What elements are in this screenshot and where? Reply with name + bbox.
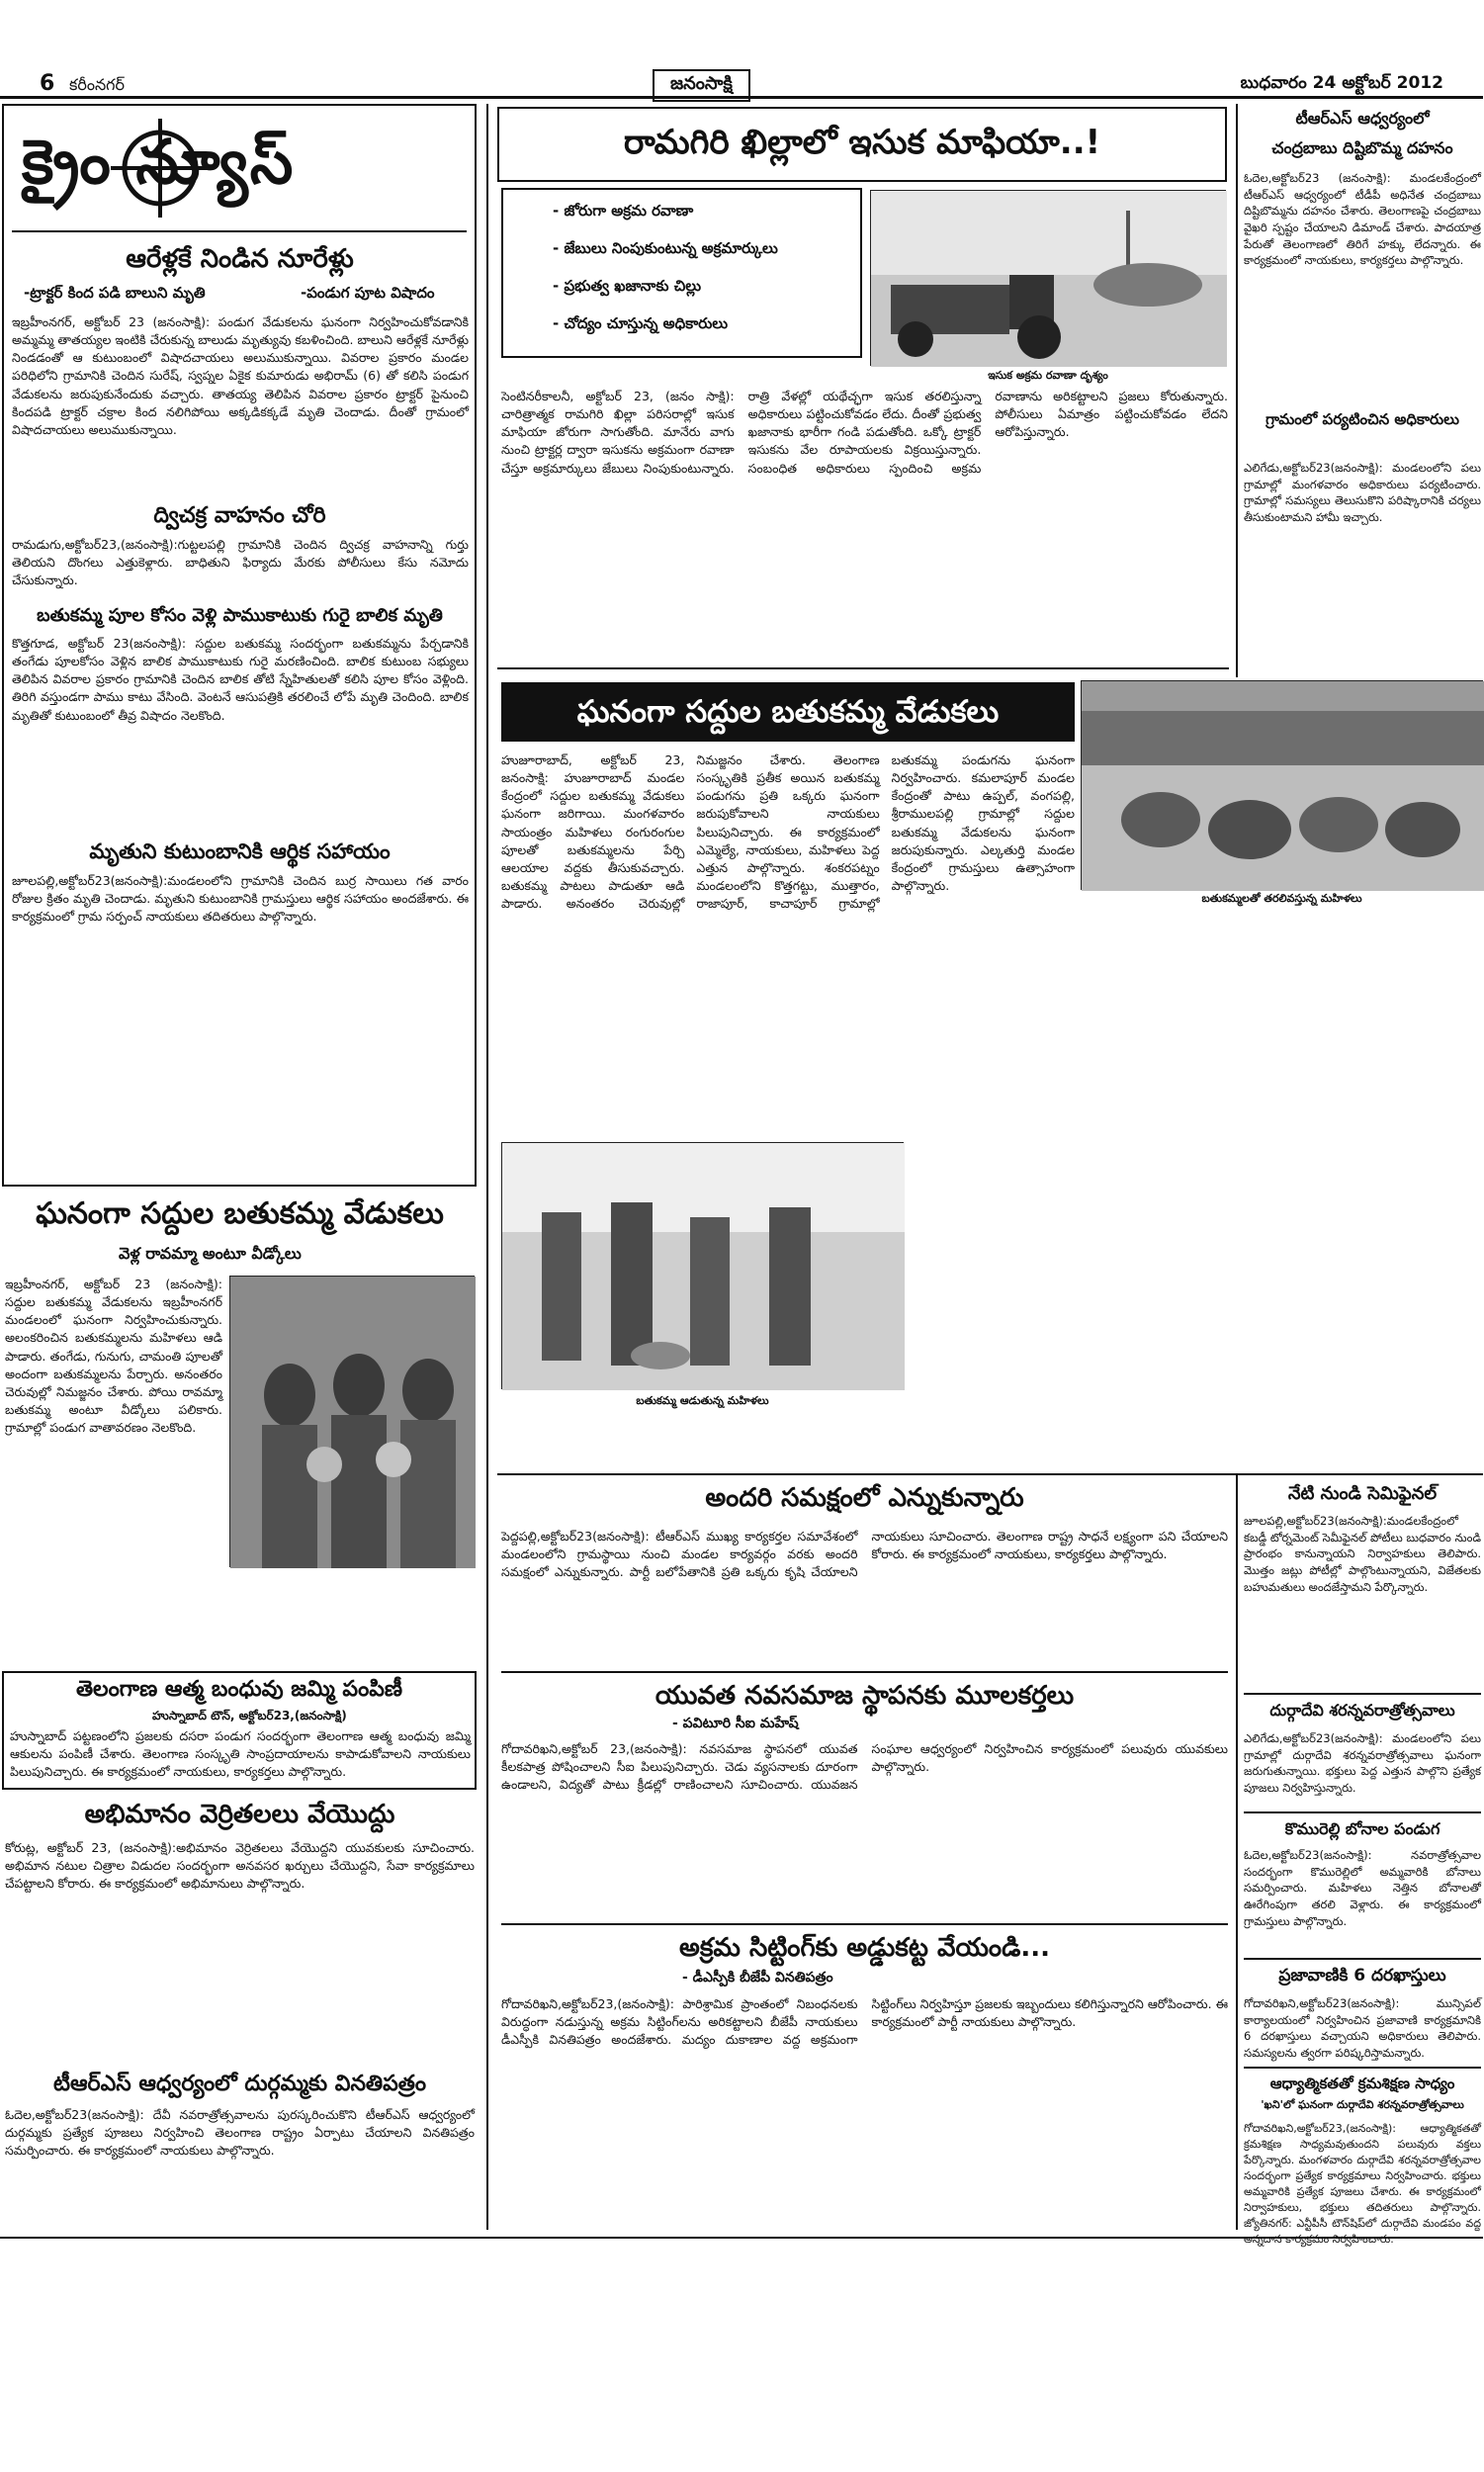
bullet-4: - చోద్యం చూస్తున్న అధికారులు <box>553 314 729 332</box>
kicker-trs: టీఆర్‌ఎస్‌ ఆధ్వర్యంలో <box>1295 109 1430 128</box>
column-divider-1 <box>486 104 488 2230</box>
sub-illegal-sitting: - డీఎస్పీకి బీజేపీ వినతిపత్రం <box>682 1970 833 1986</box>
headline-abhimanam: అభిమానం వెర్రితలలు వేయొద్దు <box>84 1800 395 1829</box>
page-date: బుధవారం 24 అక్టోబర్ 2012 <box>1240 73 1443 93</box>
headline-bike-theft: ద్విచక్ర వాహనం చోరి <box>153 503 326 528</box>
caption-sand: ఇసుక అక్రమ రవాణా దృశ్యం <box>988 369 1108 382</box>
rule-1 <box>497 667 1229 669</box>
sub-bathukamma-1: వెళ్ల రావమ్మా అంటూ వీడ్కోలు <box>119 1244 302 1263</box>
headline-snakebite: బతుకమ్మ పూల కోసం వెళ్లి పాముకాటుకు గురై బాలిక మృతి <box>37 605 443 626</box>
body-officials-visit: ఎలిగేడు,అక్టోబర్‌23(జనంసాక్షి): మండలంలోని పలు గ్రామాల్లో మంగళవారం అధికారులు పర్యటించారు. గ్రామాల్లో సమస్యలు తెలుసుకొని పరిష్కారానికి చర్యలు తీసుకుంటామని హామీ ఇచ్చారు. <box>1244 461 1481 525</box>
headline-bathukamma-2: ఘనంగా సద్దుల బతుకమ్మ వేడుకలు <box>501 682 1075 742</box>
body-bathukamma-2: హుజూరాబాద్‌, అక్టోబర్‌ 23, జనంసాక్షి: హుజూరాబాద్‌ మండల కేంద్రంలో సద్దుల బతుకమ్మ వేడుకలు ఘనంగా జరిగాయి. మంగళవారం సాయంత్రం మహిళలు రంగురంగుల పూలతో బతుకమ్మలను పేర్చి ఆలయాల వద్దకు తీసుకువచ్చారు. బతుకమ్మ పాటలు పాడుతూ ఆడి పాడారు. అనంతరం చెరువుల్లో నిమజ్జనం చేశారు. తెలంగాణ సంస్కృతికి ప్రతీక అయిన బతుకమ్మ పండుగను ప్రతి ఒక్కరు ఘనంగా జరుపుకోవాలని నాయకులు పిలుపునిచ్చారు. ఈ కార్యక్రమంలో ఎమ్మెల్యే, నాయకులు, మహిళలు పెద్ద ఎత్తున పాల్గొన్నారు. శంకరపట్నం మండలంలోని కొత్తగట్టు, ముత్తారం, రాజాపూర్‌, కాచాపూర్‌ గ్రామాల్లో బతుకమ్మ పండుగను ఘనంగా నిర్వహించారు. కమలాపూర్‌ మండల కేంద్రంతో పాటు ఉప్పల్‌, వంగపల్లి, శ్రీరాములపల్లి గ్రామాల్లో సద్దుల బతుకమ్మ వేడుకలను ఘనంగా జరుపుకున్నారు. ఎల్కతుర్తి మండల కేంద్రంలో గ్రామస్తులు ఉత్సాహంగా పాల్గొన్నారు. <box>501 752 1075 911</box>
headline-spirituality: ఆధ్యాత్మికతతో క్రమశిక్షణ సాధ్యం <box>1244 2067 1481 2092</box>
bullet-2: - జేబులు నింపుకుంటున్న అక్రమార్కులు <box>553 239 778 257</box>
headline-aarellake: ఆరేళ్లకే నిండిన నూరేళ్లు <box>126 244 354 274</box>
bullet-3: - ప్రభుత్వ ఖజానాకు చిల్లు <box>553 277 702 295</box>
page-header <box>0 0 1483 99</box>
body-bonalu: ఓదెల,అక్టోబర్‌23(జనంసాక్షి): నవరాత్రోత్సవాల సందర్భంగా కొమురెల్లిలో అమ్మవారికి బోనాలు సమర్పించారు. మహిళలు నెత్తిన బోనాలతో ఊరేగింపుగా తరలి వెళ్లారు. ఈ కార్యక్రమంలో గ్రామస్తులు పాల్గొన్నారు. <box>1244 1848 1481 1928</box>
headline-effigy: చంద్రబాబు దిష్టిబొమ్మ దహనం <box>1271 138 1453 157</box>
headline-durgamma-memo: టీఆర్‌ఎస్‌ ఆధ్వర్యంలో దుర్గమ్మకు వినతిపత్రం <box>52 2072 427 2096</box>
headline-box-sand <box>497 107 1227 182</box>
headline-semifinal: నేటి నుండి సెమిఫైనల్‌ <box>1287 1483 1438 1504</box>
sub-youth: - పవిటూరి సీఐ మహేష్‌ <box>672 1716 799 1731</box>
body-abhimanam: కోరుట్ల, అక్టోబర్‌ 23, (జనంసాక్షి):అభిమానం వెర్రితలలు వేయొద్దని యువకులకు సూచించారు. అభిమాన నటుల చిత్రాల విడుదల సందర్భంగా అనవసర ఖర్చులు చేయొద్దని, సేవా కార్యక్రమాలు చేపట్టాలని కోరారు. ఈ కార్యక్రమంలో అభిమానులు పాల్గొన్నారు. <box>5 1840 475 1892</box>
column-divider-2 <box>1236 104 1238 677</box>
body-aarellake: ఇబ్రహీంనగర్‌, అక్టోబర్‌ 23 (జనంసాక్షి): పండుగ వేడుకలను ఘనంగా నిర్వహించుకోవడానికి అమ్మమ్మ తాతయ్యల ఇంటికి చేరుకున్న బాలుడు మృత్యువు కబళించింది. బాలుని ఆరేళ్లకే నూరేళ్లు నిండడంతో ఆ కుటుంబంలో విషాదచాయలు అలుముకున్నాయి. వివరాల ప్రకారం మండల పరిధిలోని గ్రామానికి చెందిన సురేష్‌, స్వప్నల ఏకైక కుమారుడు అభిరామ్‌ (6) తో కలిసి పండుగ వేడుకలను జరుపుకునేందుకు వచ్చారు. తాతయ్య తెలిపిన వివరాల ప్రకారం ట్రాక్టర్‌ పైనుంచి కిందపడి ట్రాక్టర్‌ చక్రాల కింద నలిగిపోయి అక్కడికక్కడే మృతి చెందాడు. దీంతో గ్రామంలో విషాదచాయలు అలుముకున్నాయి. <box>12 314 469 437</box>
logo-text: క్రైం న్యూస్ <box>22 126 296 198</box>
headline-bonalu: కొమురెల్లి బోనాల పండుగ <box>1244 1811 1481 1838</box>
photo-sand-tractor <box>870 190 1226 366</box>
crime-news-logo <box>12 114 467 232</box>
headline-elected: అందరి సమక్షంలో ఎన్నుకున్నారు <box>705 1483 1024 1513</box>
sub-festival: -పండుగ పూట విషాదం <box>301 284 435 302</box>
rule-2 <box>497 1473 1483 1475</box>
newspaper-name: జనంసాక్షి <box>653 69 750 102</box>
jammi-box <box>2 1671 477 1790</box>
body-illegal-sitting: గోదావరిఖని,అక్టోబర్‌23,(జనంసాక్షి): పారిశ్రామిక ప్రాంతంలో నిబంధనలకు విరుద్ధంగా నడుస్తున్న అక్రమ సిట్టింగ్‌లను అరికట్టాలని బీజేపీ నాయకులు డీఎస్పీకి వినతిపత్రం అందజేశారు. మద్యం దుకాణాల వద్ద అక్రమంగా సిట్టింగ్‌లు నిర్వహిస్తూ ప్రజలకు ఇబ్బందులు కలిగిస్తున్నారని ఆరోపించారు. ఈ కార్యక్రమంలో పార్టీ నాయకులు పాల్గొన్నారు. <box>501 1996 1228 2048</box>
body-financial-aid: జూలపల్లి,అక్టోబర్‌23(జనంసాక్షి):మండలంలోని గ్రామానికి చెందిన బుర్ర సాయిలు గత వారం రోజుల క్రితం మృతి చెందాడు. మృతుని కుటుంబానికి గ్రామస్తులు ఆర్థిక సహాయం అందజేశారు. ఈ కార్యక్రమంలో గ్రామ సర్పంచ్‌ నాయకులు తదితరులు పాల్గొన్నారు. <box>12 873 469 925</box>
headline-sand-mafia: రామగిరి ఖిల్లాలో ఇసుక మాఫియా..! <box>623 123 1101 162</box>
body-bike-theft: రామడుగు,అక్టోబర్‌23,(జనంసాక్షి):గుట్టలపల్లి గ్రామానికి చెందిన ద్విచక్ర వాహనాన్ని గుర్తు తెలియని దొంగలు ఎత్తుకెళ్లారు. బాధితుని ఫిర్యాదు మేరకు పోలీసులు కేసు నమోదు చేసుకున్నారు. <box>12 537 469 588</box>
sub-tractor: -ట్రాక్టర్‌ కింద పడి బాలుని మృతి <box>24 284 206 302</box>
body-elected: పెద్దపల్లి,అక్టోబర్‌23(జనంసాక్షి): టీఆర్‌ఎస్‌ ముఖ్య కార్యకర్తల సమావేశంలో మండలంలోని గ్రామస్థాయి నుంచి మండల కార్యవర్గం వరకు అందరి సమక్షంలో ఎన్నుకున్నారు. పార్టీ బలోపేతానికి ప్రతి ఒక్కరు కృషి చేయాలని నాయకులు సూచించారు. తెలంగాణ రాష్ట్ర సాధనే లక్ష్యంగా పని చేయాలని కోరారు. ఈ కార్యక్రమంలో నాయకులు, కార్యకర్తలు పాల్గొన్నారు. <box>501 1529 1228 1580</box>
body-sand-mafia: సెంటినరీకాలనీ, అక్టోబర్‌ 23, (జనం సాక్షి): చారిత్రాత్మక రామగిరి ఖిల్లా పరిసరాల్లో ఇసుక మాఫియా జోరుగా సాగుతోంది. మానేరు వాగు నుంచి ట్రాక్టర్ల ద్వారా ఇసుకను అక్రమంగా రవాణా చేస్తూ అక్రమార్కులు జేబులు నింపుకుంటున్నారు. రాత్రి వేళల్లో యథేచ్ఛగా ఇసుక తరలిస్తున్నా అధికారులు పట్టించుకోవడం లేదు. దీంతో ప్రభుత్వ ఖజానాకు భారీగా గండి పడుతోంది. ఒక్కో ట్రాక్టర్‌ ఇసుకను వేల రూపాయలకు విక్రయిస్తున్నారు. సంబంధిత అధికారులు స్పందించి అక్రమ రవాణాను అరికట్టాలని ప్రజలు కోరుతున్నారు. పోలీసులు ఏమాత్రం పట్టించుకోవడం లేదని ఆరోపిస్తున్నారు. <box>501 389 1228 476</box>
body-snakebite: కొత్తగూడ, అక్టోబర్‌ 23(జనంసాక్షి): సద్దుల బతుకమ్మ సందర్భంగా బతుకమ్మను పేర్చడానికి తంగేడు పూలకోసం వెళ్లిన బాలిక పాముకాటుకు గురై మరణించింది. బాలిక కుటుంబ సభ్యులు తెలిపిన వివరాల ప్రకారం గ్రామానికి చెందిన బాలిక తోటి స్నేహితులతో కలిసి పూల కోసం వెళ్లింది. తిరిగి వస్తుండగా పాము కాటు వేసింది. వెంటనే ఆసుపత్రికి తరలించే లోపే మృతి చెందింది. బాలిక మృతితో కుటుంబంలో తీవ్ర విషాదం నెలకొంది. <box>12 636 469 723</box>
jammi-dateline: హుస్నాబాద్‌ టౌన్‌, అక్టోబర్‌23,(జనంసాక్షి) <box>152 1709 347 1722</box>
headline-jammi: తెలంగాణ ఆత్మ బంధువు జమ్మి పంపిణీ <box>75 1677 403 1702</box>
headline-prajavani: ప్రజావాణికి 6 దరఖాస్తులు <box>1244 1958 1481 1986</box>
body-prajavani: గోదావరిఖని,అక్టోబర్‌23(జనంసాక్షి): మున్సిపల్‌ కార్యాలయంలో నిర్వహించిన ప్రజావాణి కార్యక్రమానికి 6 దరఖాస్తులు వచ్చాయని అధికారులు తెలిపారు. సమస్యలను త్వరగా పరిష్కరిస్తామన్నారు. <box>1244 1996 1481 2061</box>
body-durgamma-memo: ఓదెల,అక్టోబర్‌23(జనంసాక్షి): దేవీ నవరాత్రోత్సవాలను పురస్కరించుకొని టీఆర్‌ఎస్‌ ఆధ్వర్యంలో దుర్గమ్మకు ప్రత్యేక పూజలు నిర్వహించి తెలంగాణ రాష్ట్రం ఏర్పాటు చేయాలని వినతిపత్రం సమర్పించారు. ఈ కార్యక్రమంలో నాయకులు పాల్గొన్నారు. <box>5 2107 475 2159</box>
photo-bathukamma-dance <box>501 1142 904 1389</box>
headline-navaratri: దుర్గాదేవి శరన్నవరాత్రోత్సవాలు <box>1244 1693 1481 1720</box>
sub-spirituality: 'ఖని'లో ఘనంగా దుర్గాదేవి శరన్నవరాత్రోత్సవాలు <box>1261 2098 1464 2111</box>
headline-officials-visit: గ్రామంలో పర్యటించిన అధికారులు <box>1266 410 1459 428</box>
photo-bathukamma-women <box>229 1276 475 1567</box>
bullet-1: - జోరుగా అక్రమ రవాణా <box>553 202 694 220</box>
body-youth: గోదావరిఖని,అక్టోబర్‌ 23,(జనంసాక్షి): నవసమాజ స్థాపనలో యువత కీలకపాత్ర పోషించాలని సీఐ పిలుపునిచ్చారు. చెడు వ్యసనాలకు దూరంగా ఉండాలని, విద్యతో పాటు క్రీడల్లో రాణించాలని సూచించారు. యువజన సంఘాల ఆధ్వర్యంలో నిర్వహించిన కార్యక్రమంలో పలువురు యువకులు పాల్గొన్నారు. <box>501 1741 1228 1793</box>
caption-bathukamma-dance: బతుకమ్మ ఆడుతున్న మహిళలు <box>636 1394 769 1407</box>
body-spirituality: గోదావరిఖని,అక్టోబర్‌23,(జనంసాక్షి): ఆధ్యాత్మికతతో క్రమశిక్షణ సాధ్యమవుతుందని పలువురు వక్తలు పేర్కొన్నారు. మంగళవారం దుర్గాదేవి శరన్నవరాత్రోత్సవాల సందర్భంగా ప్రత్యేక కార్యక్రమాలు నిర్వహించారు. భక్తులు అమ్మవారికి ప్రత్యేక పూజలు చేశారు. ఈ కార్యక్రమంలో నిర్వాహకులు, భక్తులు తదితరులు పాల్గొన్నారు. జ్యోతినగర్‌: ఎన్టీపీసీ టౌన్‌షిప్‌లో దుర్గాదేవి మండపం వద్ద అన్నదాన కార్యక్రమం నిర్వహించారు. <box>1244 2122 1481 2246</box>
crime-news-box <box>2 104 477 1187</box>
body-bathukamma-1: ఇబ్రహీంనగర్‌, అక్టోబర్‌ 23 (జనంసాక్షి): సద్దుల బతుకమ్మ వేడుకలను ఇబ్రహీంనగర్‌ మండలంలో ఘనంగా నిర్వహించుకున్నారు. అలంకరించిన బతుకమ్మలను మహిళలు ఆడి పాడారు. తంగేడు, గునుగు, చామంతి పూలతో అందంగా బతుకమ్మలను పేర్చారు. అనంతరం చెరువుల్లో నిమజ్జనం చేశారు. పోయి రావమ్మా బతుకమ్మ అంటూ వీడ్కోలు పలికారు. గ్రామాల్లో పండుగ వాతావరణం నెలకొంది. <box>5 1277 222 1435</box>
photo-bathukamma-gathering <box>1081 680 1483 890</box>
headline-bathukamma-1: ఘనంగా సద్దుల బతుకమ్మ వేడుకలు <box>36 1196 444 1231</box>
body-semifinal: జూలపల్లి,అక్టోబర్‌23(జనంసాక్షి):మండలకేంద్రంలో కబడ్డీ టోర్నమెంట్‌ సెమీఫైనల్‌ పోటీలు బుధవారం నుండి ప్రారంభం కానున్నాయని నిర్వాహకులు తెలిపారు. మొత్తం జట్లు పోటీల్లో పాల్గొంటున్నాయని, విజేతలకు బహుమతులు అందజేస్తామని పేర్కొన్నారు. <box>1244 1514 1481 1594</box>
body-navaratri: ఎలిగేడు,అక్టోబర్‌23(జనంసాక్షి): మండలంలోని పలు గ్రామాల్లో దుర్గాదేవి శరన్నవరాత్రోత్సవాలు ఘనంగా జరుగుతున్నాయి. భక్తులు పెద్ద ఎత్తున పాల్గొని ప్రత్యేక పూజలు నిర్వహిస్తున్నారు. <box>1244 1731 1481 1796</box>
headline-youth: యువత నవసమాజ స్థాపనకు మూలకర్తలు <box>501 1671 1228 1712</box>
caption-bathukamma-2: బతుకమ్మలతో తరలివస్తున్న మహిళలు <box>1201 892 1362 905</box>
page-section: కరీంనగర్ <box>69 75 126 94</box>
headline-illegal-sitting: అక్రమ సిట్టింగ్‌కు అడ్డుకట్ట వేయండి... <box>501 1923 1228 1964</box>
body-bathukamma-2-col4 <box>1083 915 1280 1468</box>
body-jammi: హుస్నాబాద్‌ పట్టణంలోని ప్రజలకు దసరా పండుగ సందర్భంగా తెలంగాణ ఆత్మ బంధువు జమ్మి ఆకులను పంపిణీ చేశారు. తెలంగాణ సంస్కృతి సాంప్రదాయాలను కాపాడుకోవాలని నాయకులు పిలుపునిచ్చారు. ఈ కార్యక్రమంలో నాయకులు, కార్యకర్తలు పాల్గొన్నారు. <box>10 1728 471 1780</box>
page-bottom-rule <box>0 2237 1483 2239</box>
bullets-box <box>501 188 862 358</box>
body-bathukamma-1-cont <box>5 1577 475 1636</box>
column-divider-3 <box>1236 1473 1238 2230</box>
page-number: 6 <box>40 71 55 96</box>
headline-financial-aid: మృతుని కుటుంబానికి ఆర్థిక సహాయం <box>89 839 391 863</box>
body-effigy: ఓదెల,అక్టోబర్‌23 (జనంసాక్షి): మండలకేంద్రంలో టీఆర్‌ఎస్‌ ఆధ్వర్యంలో టీడీపీ అధినేత చంద్రబాబు దిష్టిబొమ్మను దహనం చేశారు. తెలంగాణపై చంద్రబాబు వైఖరి స్పష్టం చేయాలని డిమాండ్‌ చేశారు. పాదయాత్ర పేరుతో తెలంగాణలో తిరిగే హక్కు లేదన్నారు. ఈ కార్యక్రమంలో నాయకులు, కార్యకర్తలు పాల్గొన్నారు. <box>1244 171 1481 268</box>
